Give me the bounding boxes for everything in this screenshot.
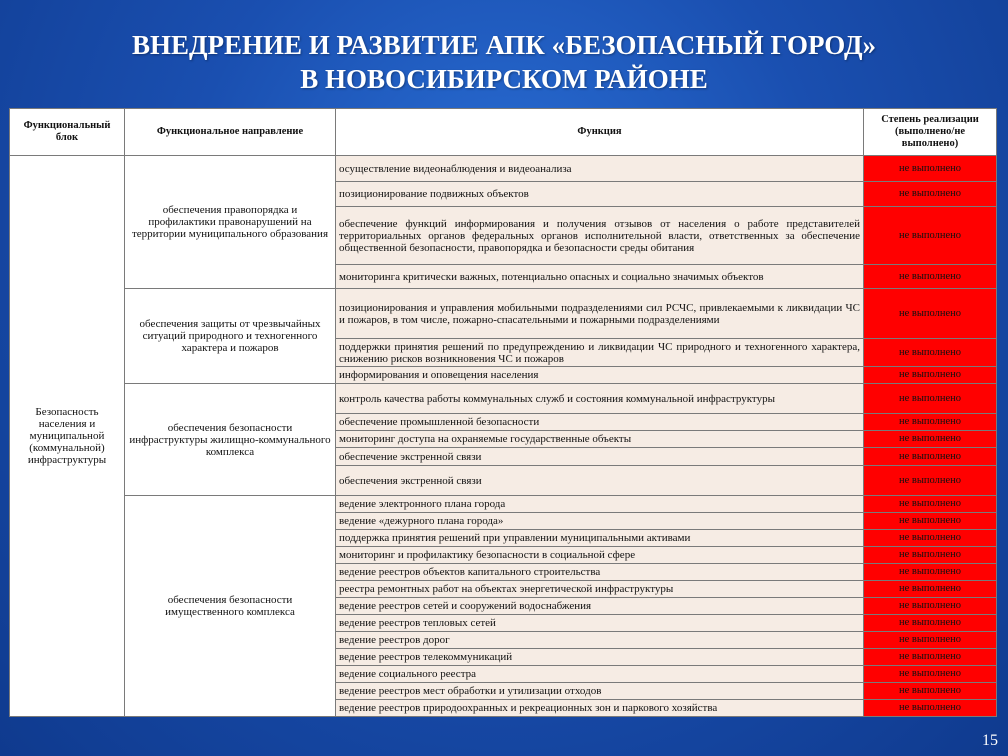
status-badge: не выполнено: [864, 182, 997, 207]
function-cell: ведение реестров телекоммуникаций: [336, 649, 864, 666]
function-cell: обеспечение экстренной связи: [336, 448, 864, 466]
status-badge: не выполнено: [864, 632, 997, 649]
status-badge: не выполнено: [864, 384, 997, 414]
status-badge: не выполнено: [864, 156, 997, 182]
direction-cell: обеспечения правопорядка и профилактики правонарушений на территории муниципального образования: [125, 156, 336, 289]
status-badge: не выполнено: [864, 448, 997, 466]
status-badge: не выполнено: [864, 265, 997, 289]
status-badge: не выполнено: [864, 615, 997, 632]
function-cell: позиционирования и управления мобильными подразделениями сил РСЧС, привлекаемыми к ликвидации ЧС и пожаров, в том числе, пожарно-спасательными и пожарными подразделениями: [336, 289, 864, 339]
function-cell: ведение реестров природоохранных и рекреационных зон и паркового хозяйства: [336, 700, 864, 717]
title-line-1: ВНЕДРЕНИЕ И РАЗВИТИЕ АПК «БЕЗОПАСНЫЙ ГОРОД»: [131, 30, 877, 60]
function-cell: ведение реестров тепловых сетей: [336, 615, 864, 632]
header-direction: Функциональное направление: [125, 109, 336, 156]
status-badge: не выполнено: [864, 496, 997, 513]
status-badge: не выполнено: [864, 431, 997, 448]
function-cell: поддержки принятия решений по предупреждению и ликвидации ЧС природного и техногенного характера, снижению рисков возникновения ЧС и пожаров: [336, 339, 864, 367]
header-row: [10, 109, 997, 156]
function-cell: контроль качества работы коммунальных служб и состояния коммунальной инфраструктуры: [336, 384, 864, 414]
function-cell: поддержка принятия решений при управлении муниципальными активами: [336, 530, 864, 547]
table-row: [10, 384, 997, 414]
header-function: Функция: [336, 109, 864, 156]
table-row: [10, 156, 997, 182]
function-cell: информирования и оповещения населения: [336, 367, 864, 384]
function-cell: обеспечение промышленной безопасности: [336, 414, 864, 431]
status-badge: не выполнено: [864, 289, 997, 339]
title-line-2: В НОВОСИБИРСКОМ РАЙОНЕ: [300, 64, 708, 94]
status-badge: не выполнено: [864, 564, 997, 581]
table-row: [10, 289, 997, 339]
direction-cell: обеспечения защиты от чрезвычайных ситуаций природного и техногенного характера и пожаров: [125, 289, 336, 384]
function-cell: обеспечения экстренной связи: [336, 466, 864, 496]
header-status: Степень реализации (выполнено/не выполнено): [864, 109, 997, 156]
status-badge: не выполнено: [864, 683, 997, 700]
function-cell: ведение реестров дорог: [336, 632, 864, 649]
status-badge: не выполнено: [864, 414, 997, 431]
function-cell: обеспечение функций информирования и получения отзывов от населения о работе представителей территориальных органов федеральных органов исполнительной власти, ответственных за обеспечение общественной безопасности, правопорядка и безопасности среды обитания: [336, 207, 864, 265]
direction-cell: обеспечения безопасности имущественного комплекса: [125, 496, 336, 717]
function-cell: ведение «дежурного плана города»: [336, 513, 864, 530]
status-badge: не выполнено: [864, 700, 997, 717]
slide-title: [0, 28, 1008, 96]
status-badge: не выполнено: [864, 530, 997, 547]
function-cell: мониторинг доступа на охраняемые государственные объекты: [336, 431, 864, 448]
header-block: Функциональный блок: [10, 109, 125, 156]
function-cell: реестра ремонтных работ на объектах энергетической инфраструктуры: [336, 581, 864, 598]
functional-block-cell: Безопасность населения и муниципальной (коммунальной) инфраструктуры: [10, 156, 125, 717]
function-cell: ведение реестров мест обработки и утилизации отходов: [336, 683, 864, 700]
status-badge: не выполнено: [864, 598, 997, 615]
status-badge: не выполнено: [864, 339, 997, 367]
direction-cell: обеспечения безопасности инфраструктуры жилищно-коммунального комплекса: [125, 384, 336, 496]
status-badge: не выполнено: [864, 649, 997, 666]
implementation-table: [9, 108, 997, 717]
status-badge: не выполнено: [864, 466, 997, 496]
status-badge: не выполнено: [864, 513, 997, 530]
function-cell: ведение реестров сетей и сооружений водоснабжения: [336, 598, 864, 615]
function-cell: ведение реестров объектов капитального строительства: [336, 564, 864, 581]
function-cell: позиционирование подвижных объектов: [336, 182, 864, 207]
function-cell: мониторинга критически важных, потенциально опасных и социально значимых объектов: [336, 265, 864, 289]
status-badge: не выполнено: [864, 547, 997, 564]
status-badge: не выполнено: [864, 581, 997, 598]
status-badge: не выполнено: [864, 367, 997, 384]
function-cell: мониторинг и профилактику безопасности в социальной сфере: [336, 547, 864, 564]
status-badge: не выполнено: [864, 666, 997, 683]
function-cell: осуществление видеонаблюдения и видеоанализа: [336, 156, 864, 182]
status-badge: не выполнено: [864, 207, 997, 265]
table-row: [10, 496, 997, 513]
function-cell: ведение электронного плана города: [336, 496, 864, 513]
function-cell: ведение социального реестра: [336, 666, 864, 683]
page-number: 15: [982, 732, 998, 749]
